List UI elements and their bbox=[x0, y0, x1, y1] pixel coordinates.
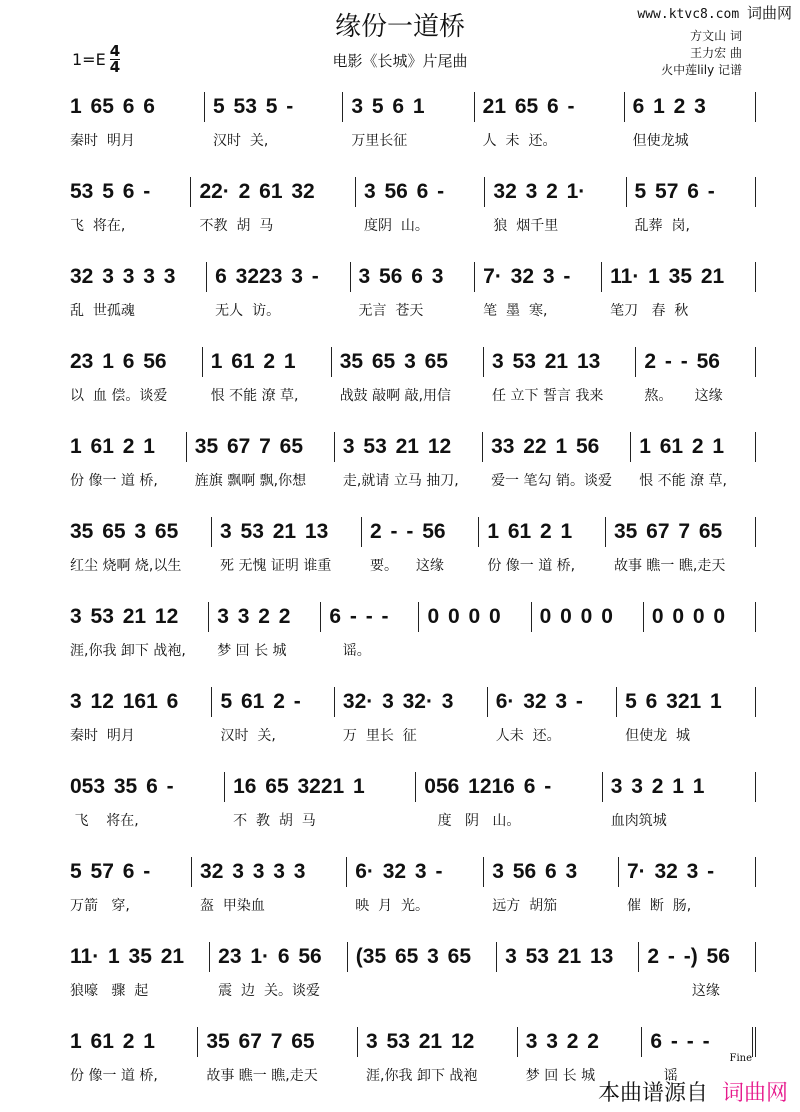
measure-lyrics: 恨 不能 潦 草, bbox=[639, 473, 728, 489]
measure bbox=[191, 177, 356, 234]
key-label: 1=E bbox=[72, 50, 106, 69]
measure bbox=[484, 347, 636, 404]
measure bbox=[347, 857, 484, 914]
measure-notes: (35 65 3 65 bbox=[355, 945, 472, 968]
measure bbox=[419, 602, 531, 632]
measure-notes: 1 61 2 1 bbox=[639, 435, 725, 458]
measure-notes: 53 5 6 - bbox=[70, 180, 151, 203]
measure-lyrics: 万里长征 bbox=[351, 133, 408, 149]
score-line bbox=[62, 347, 756, 432]
measure-notes: 1 65 6 6 bbox=[70, 95, 155, 118]
measure-lyrics: 份 像一 道 桥, bbox=[70, 473, 158, 489]
measure-lyrics: 人 未 还。 bbox=[482, 133, 557, 149]
measure bbox=[62, 687, 212, 744]
measure-lyrics: 死 无愧 证明 谁重 bbox=[220, 558, 332, 574]
credits bbox=[661, 28, 742, 79]
measure-notes: 32 3 2 1· bbox=[493, 180, 586, 203]
composer: 王力宏 曲 bbox=[690, 46, 742, 60]
measure-notes: 5 6 321 1 bbox=[625, 690, 722, 713]
measure-notes: 053 35 6 - bbox=[70, 775, 174, 798]
score-line bbox=[62, 687, 756, 772]
measure bbox=[210, 942, 348, 999]
measure bbox=[631, 432, 756, 489]
measure bbox=[321, 602, 419, 659]
measure-lyrics: 度阴 山。 bbox=[363, 218, 429, 234]
measure-notes: 5 57 6 - bbox=[70, 860, 151, 883]
measure-notes: 6 - - - bbox=[650, 1030, 710, 1053]
measure-lyrics: 乱 世孤魂 bbox=[70, 303, 135, 319]
score-line bbox=[62, 517, 756, 602]
measure-lyrics: 震 边 关。谈爱 bbox=[218, 983, 320, 999]
measure-lyrics: 旌旗 飘啊 飘,你想 bbox=[194, 473, 307, 489]
measure bbox=[62, 92, 205, 149]
measure-notes: 0 0 0 0 bbox=[651, 605, 726, 628]
measure-notes: 1 61 2 1 bbox=[487, 520, 573, 543]
fine-mark: Fine bbox=[729, 1053, 752, 1064]
measure-lyrics: 熬。 这缘 bbox=[644, 388, 723, 404]
measure-lyrics: 乱葬 岗, bbox=[634, 218, 690, 234]
measure-notes: 7· 32 3 - bbox=[483, 265, 571, 288]
measure bbox=[617, 687, 756, 744]
measure-lyrics: 恨 不能 潦 草, bbox=[210, 388, 299, 404]
measure-notes: 3 53 21 12 bbox=[366, 1030, 475, 1053]
watermark-url: www.ktvc8.com bbox=[637, 7, 740, 22]
measure-notes: 2 - - 56 bbox=[644, 350, 720, 373]
measure-notes: 5 53 5 - bbox=[213, 95, 294, 118]
measure-lyrics: 走,就请 立马 抽刀, bbox=[342, 473, 459, 489]
measure-lyrics: 催 断 肠, bbox=[626, 898, 692, 914]
measure-lyrics: 秦时 明月 bbox=[70, 133, 135, 149]
measure bbox=[518, 1027, 643, 1084]
measure-notes: 3 3 2 1 1 bbox=[610, 775, 705, 798]
measure-lyrics: 人未 还。 bbox=[495, 728, 561, 744]
measure-notes: 3 53 21 13 bbox=[505, 945, 614, 968]
measure-notes: 3 53 21 12 bbox=[342, 435, 452, 458]
measure-lyrics: 涯,你我 卸下 战袍 bbox=[366, 1068, 478, 1084]
source-footer bbox=[598, 1076, 788, 1107]
measure bbox=[62, 857, 192, 914]
measure-lyrics: 度 阴 山。 bbox=[424, 813, 521, 829]
measure-notes: 7· 32 3 - bbox=[626, 860, 715, 883]
measure-notes: 3 56 6 3 bbox=[492, 860, 578, 883]
measure-lyrics: 万箭 穿, bbox=[70, 898, 130, 914]
measure-lyrics: 秦时 明月 bbox=[70, 728, 135, 744]
measure bbox=[362, 517, 479, 574]
measure-lyrics: 无人 访。 bbox=[215, 303, 281, 319]
measure bbox=[62, 772, 225, 829]
measure bbox=[485, 177, 626, 234]
measure-notes: 3 53 21 13 bbox=[492, 350, 601, 373]
measure-lyrics: 笔刀 春 秋 bbox=[610, 303, 689, 319]
measure bbox=[625, 92, 756, 149]
time-unit: 4 bbox=[109, 58, 121, 76]
measure-notes: 1 61 2 1 bbox=[210, 350, 296, 373]
measure-lyrics: 狼嚎 骤 起 bbox=[70, 983, 149, 999]
measure-lyrics: 远方 胡笳 bbox=[492, 898, 558, 914]
measure-notes: 32· 3 32· 3 bbox=[342, 690, 454, 713]
measure-notes: 35 65 3 65 bbox=[70, 520, 179, 543]
score-line bbox=[62, 432, 756, 517]
score-line bbox=[62, 602, 756, 687]
score bbox=[62, 92, 756, 1112]
measure-notes: 11· 1 35 21 bbox=[70, 945, 185, 968]
source-site: 词曲网 bbox=[721, 1081, 788, 1106]
measure-lyrics: 谣 bbox=[650, 1068, 678, 1084]
measure-lyrics: 份 像一 道 桥, bbox=[70, 1068, 158, 1084]
measure-lyrics: 飞 将在, bbox=[70, 218, 126, 234]
measure-lyrics: 以 血 偿。谈爱 bbox=[70, 388, 168, 404]
measure bbox=[187, 432, 335, 489]
measure-lyrics: 飞 将在, bbox=[70, 813, 139, 829]
measure-notes: 6· 32 3 - bbox=[355, 860, 443, 883]
measure-notes: 3 53 21 13 bbox=[220, 520, 329, 543]
measure-lyrics: 故事 瞧一 瞧,走天 bbox=[206, 1068, 318, 1084]
measure-lyrics: 但使龙 城 bbox=[625, 728, 691, 744]
measure bbox=[209, 602, 321, 659]
measure-notes: 32 3 3 3 3 bbox=[70, 265, 176, 288]
measure bbox=[62, 262, 207, 319]
measure-notes: 5 57 6 - bbox=[634, 180, 715, 203]
measure bbox=[192, 857, 347, 914]
measure bbox=[62, 177, 191, 234]
measure-lyrics: 汉时 关, bbox=[220, 728, 276, 744]
score-line bbox=[62, 92, 756, 177]
measure bbox=[603, 772, 756, 829]
measure bbox=[488, 687, 617, 744]
song-title: 缘份一道桥 bbox=[334, 12, 465, 42]
song-subtitle: 电影《长城》片尾曲 bbox=[332, 52, 468, 70]
measure-notes: 0 0 0 0 bbox=[427, 605, 501, 628]
measure-lyrics: 血肉筑城 bbox=[610, 813, 667, 829]
measure-lyrics: 要。 这缘 bbox=[370, 558, 444, 574]
measure bbox=[358, 1027, 518, 1084]
measure-notes: 23 1· 6 56 bbox=[218, 945, 322, 968]
watermark-site: 词曲网 bbox=[746, 4, 792, 22]
measure-notes: 33 22 1 56 bbox=[491, 435, 600, 458]
measure-notes: 6· 32 3 - bbox=[495, 690, 583, 713]
measure-notes: 22· 2 61 32 bbox=[199, 180, 315, 203]
measure-lyrics: 万 里长 征 bbox=[342, 728, 417, 744]
measure bbox=[62, 432, 187, 489]
measure-notes: 3 53 21 12 bbox=[70, 605, 179, 628]
score-line bbox=[62, 942, 756, 1027]
measure bbox=[475, 92, 625, 149]
measure bbox=[497, 942, 639, 972]
measure-notes: 35 65 3 65 bbox=[339, 350, 448, 373]
measure-notes: 35 67 7 65 bbox=[194, 435, 304, 458]
measure bbox=[62, 347, 203, 404]
measure-lyrics: 汉时 关, bbox=[213, 133, 269, 149]
time-beats: 4 bbox=[109, 42, 121, 60]
measure-notes: 2 - - 56 bbox=[370, 520, 446, 543]
measure-notes: 0 0 0 0 bbox=[539, 605, 613, 628]
measure bbox=[479, 517, 606, 574]
measure bbox=[198, 1027, 358, 1084]
measure-lyrics: 梦 回 长 城 bbox=[525, 1068, 596, 1084]
measure-notes: 3 3 2 2 bbox=[217, 605, 291, 628]
measure-lyrics: 盔 甲染血 bbox=[200, 898, 265, 914]
measure bbox=[203, 347, 332, 404]
measure bbox=[475, 262, 602, 319]
measure bbox=[636, 347, 756, 404]
score-line bbox=[62, 262, 756, 347]
measure-notes: 5 61 2 - bbox=[220, 690, 301, 713]
measure bbox=[416, 772, 602, 829]
measure bbox=[212, 687, 334, 744]
measure-notes: 3 3 2 2 bbox=[525, 1030, 599, 1053]
measure bbox=[207, 262, 350, 319]
measure bbox=[335, 687, 488, 744]
measure bbox=[332, 347, 484, 404]
measure bbox=[602, 262, 756, 319]
measure-lyrics: 任 立下 誓言 我来 bbox=[492, 388, 604, 404]
measure-notes: 11· 1 35 21 bbox=[610, 265, 725, 288]
measure-notes: 32 3 3 3 3 bbox=[200, 860, 306, 883]
key-signature bbox=[72, 44, 120, 75]
measure bbox=[62, 942, 210, 999]
measure-lyrics: 笔 墨 寒, bbox=[483, 303, 548, 319]
measure bbox=[205, 92, 343, 149]
measure bbox=[62, 602, 209, 659]
measure-lyrics: 故事 瞧一 瞧,走天 bbox=[613, 558, 726, 574]
lyricist: 方文山 词 bbox=[690, 29, 742, 43]
measure bbox=[627, 177, 756, 234]
measure bbox=[62, 517, 212, 574]
measure-lyrics: 梦 回 长 城 bbox=[217, 643, 287, 659]
measure-notes: 3 12 161 6 bbox=[70, 690, 179, 713]
measure bbox=[619, 857, 756, 914]
measure bbox=[484, 857, 619, 914]
measure-notes: 056 1216 6 - bbox=[424, 775, 552, 798]
measure-lyrics: 狼 烟千里 bbox=[493, 218, 559, 234]
measure-notes: 1 61 2 1 bbox=[70, 1030, 155, 1053]
measure-notes: 21 65 6 - bbox=[482, 95, 575, 118]
measure-lyrics: 爱一 笔勾 销。谈爱 bbox=[491, 473, 612, 489]
measure-lyrics: 不 教 胡 马 bbox=[233, 813, 316, 829]
measure bbox=[225, 772, 416, 829]
measure-lyrics: 涯,你我 卸下 战袍, bbox=[70, 643, 186, 659]
measure-notes: 3 56 6 3 bbox=[358, 265, 444, 288]
measure-notes: 35 67 7 65 bbox=[206, 1030, 315, 1053]
measure-lyrics: 不教 胡 马 bbox=[199, 218, 274, 234]
measure-lyrics: 份 像一 道 桥, bbox=[487, 558, 576, 574]
score-line bbox=[62, 857, 756, 942]
measure-notes: 6 - - - bbox=[329, 605, 389, 628]
measure-notes: 6 3223 3 - bbox=[215, 265, 319, 288]
time-signature bbox=[110, 44, 120, 75]
source-label: 本曲谱源自 bbox=[597, 1081, 708, 1106]
measure bbox=[606, 517, 756, 574]
measure bbox=[356, 177, 485, 234]
measure-notes: 23 1 6 56 bbox=[70, 350, 167, 373]
measure-notes: 3 56 6 - bbox=[363, 180, 445, 203]
measure bbox=[639, 942, 756, 999]
measure-lyrics: 但使龙城 bbox=[632, 133, 689, 149]
measure bbox=[348, 942, 497, 972]
measure bbox=[644, 602, 756, 632]
measure bbox=[351, 262, 476, 319]
score-line bbox=[62, 177, 756, 262]
measure-lyrics: 红尘 烧啊 烧,以生 bbox=[70, 558, 182, 574]
measure-notes: 6 1 2 3 bbox=[632, 95, 706, 118]
measure-notes: 1 61 2 1 bbox=[70, 435, 155, 458]
measure bbox=[483, 432, 631, 489]
score-line bbox=[62, 772, 756, 857]
measure-notes: 35 67 7 65 bbox=[613, 520, 723, 543]
transcriber: 火中莲lily 记谱 bbox=[661, 63, 742, 77]
measure-lyrics: 这缘 bbox=[647, 983, 720, 999]
measure bbox=[335, 432, 483, 489]
measure-notes: 3 5 6 1 bbox=[351, 95, 425, 118]
measure bbox=[62, 1027, 198, 1084]
measure bbox=[212, 517, 362, 574]
measure-notes: 16 65 3221 1 bbox=[233, 775, 365, 798]
measure-lyrics: 无言 苍天 bbox=[358, 303, 424, 319]
measure-lyrics: 战鼓 敲啊 敲,用信 bbox=[339, 388, 452, 404]
measure-lyrics: 谣。 bbox=[329, 643, 371, 659]
measure bbox=[532, 602, 644, 632]
measure-lyrics: 映 月 光。 bbox=[355, 898, 430, 914]
measure-notes: 2 - -) 56 bbox=[647, 945, 730, 968]
measure bbox=[343, 92, 474, 149]
